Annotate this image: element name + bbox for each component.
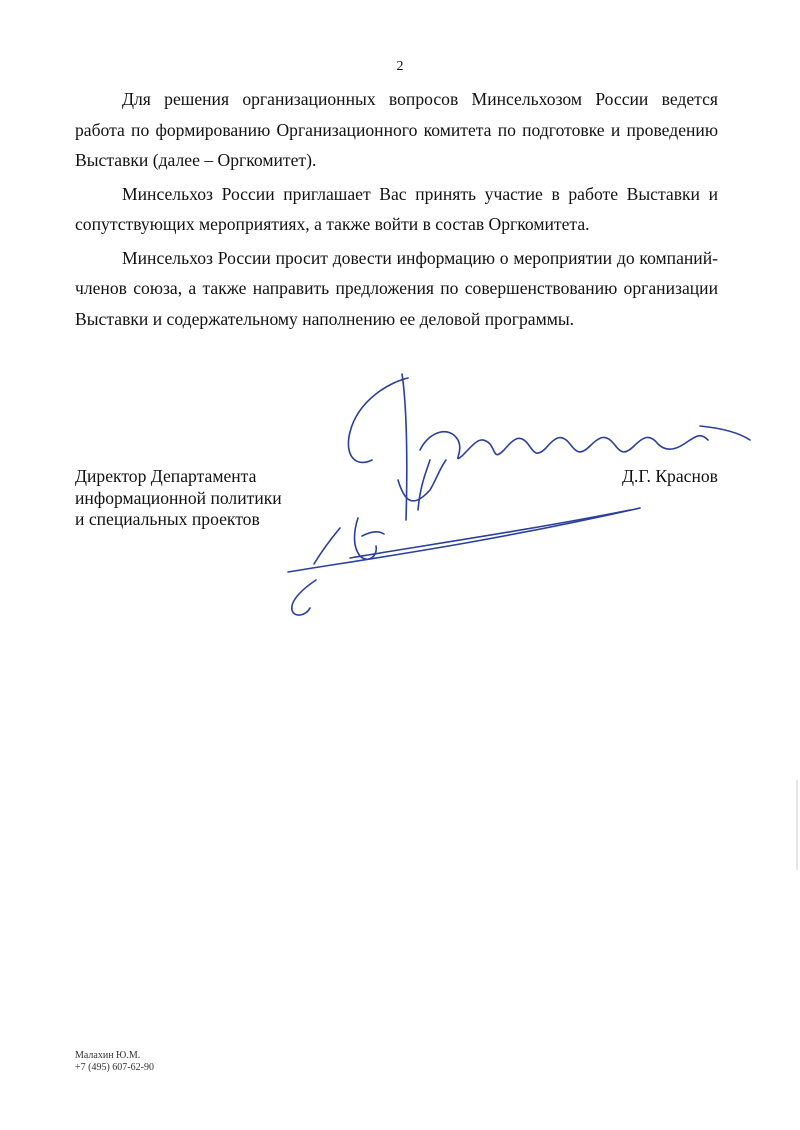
signature-stroke [350,510,630,558]
executor-name: Малахин Ю.М. [75,1050,141,1061]
paragraph-invitation: Минсельхоз России приглашает Вас принять участие в работе Выставки и сопутствующих мероприятиях, а также войти в состав Оргкомитета. [75,183,718,234]
paragraph-request: Минсельхоз России просит довести информацию о мероприятии до компаний-членов союза, а также направить предложения по совершенствованию организации Выставки и содержательному наполнению ее деловой программы. [75,247,718,329]
signatory-title-line: информационной политики [75,487,282,508]
executor-info [75,1050,154,1074]
executor-phone: +7 (495) 607-62-90 [75,1062,154,1073]
paragraph-orgcommittee: Для решения организационных вопросов Минсельхозом России ведется работа по формированию Организационного комитета по подготовке и проведению Выставки (далее – Оргкомитет). [75,89,718,170]
signature-stroke [420,432,708,459]
page-number: 2 [396,59,404,74]
signature-stroke [348,378,408,462]
signature-stroke [398,460,446,501]
signer-name: Д.Г. Краснов [621,466,718,486]
signature-stroke [355,518,377,559]
signatory-title-line: и специальных проектов [75,509,260,529]
signature-stroke [700,426,750,440]
signature-stroke [418,460,430,510]
scan-edge-mark [796,780,798,870]
handwritten-signature [280,360,760,630]
letter-body [75,84,718,337]
signature-stroke [362,532,384,536]
signature-stroke [314,528,340,564]
signature-stroke [292,580,316,615]
signatory-title [75,466,282,531]
signatory-title-line: Директор Департамента [75,466,257,486]
